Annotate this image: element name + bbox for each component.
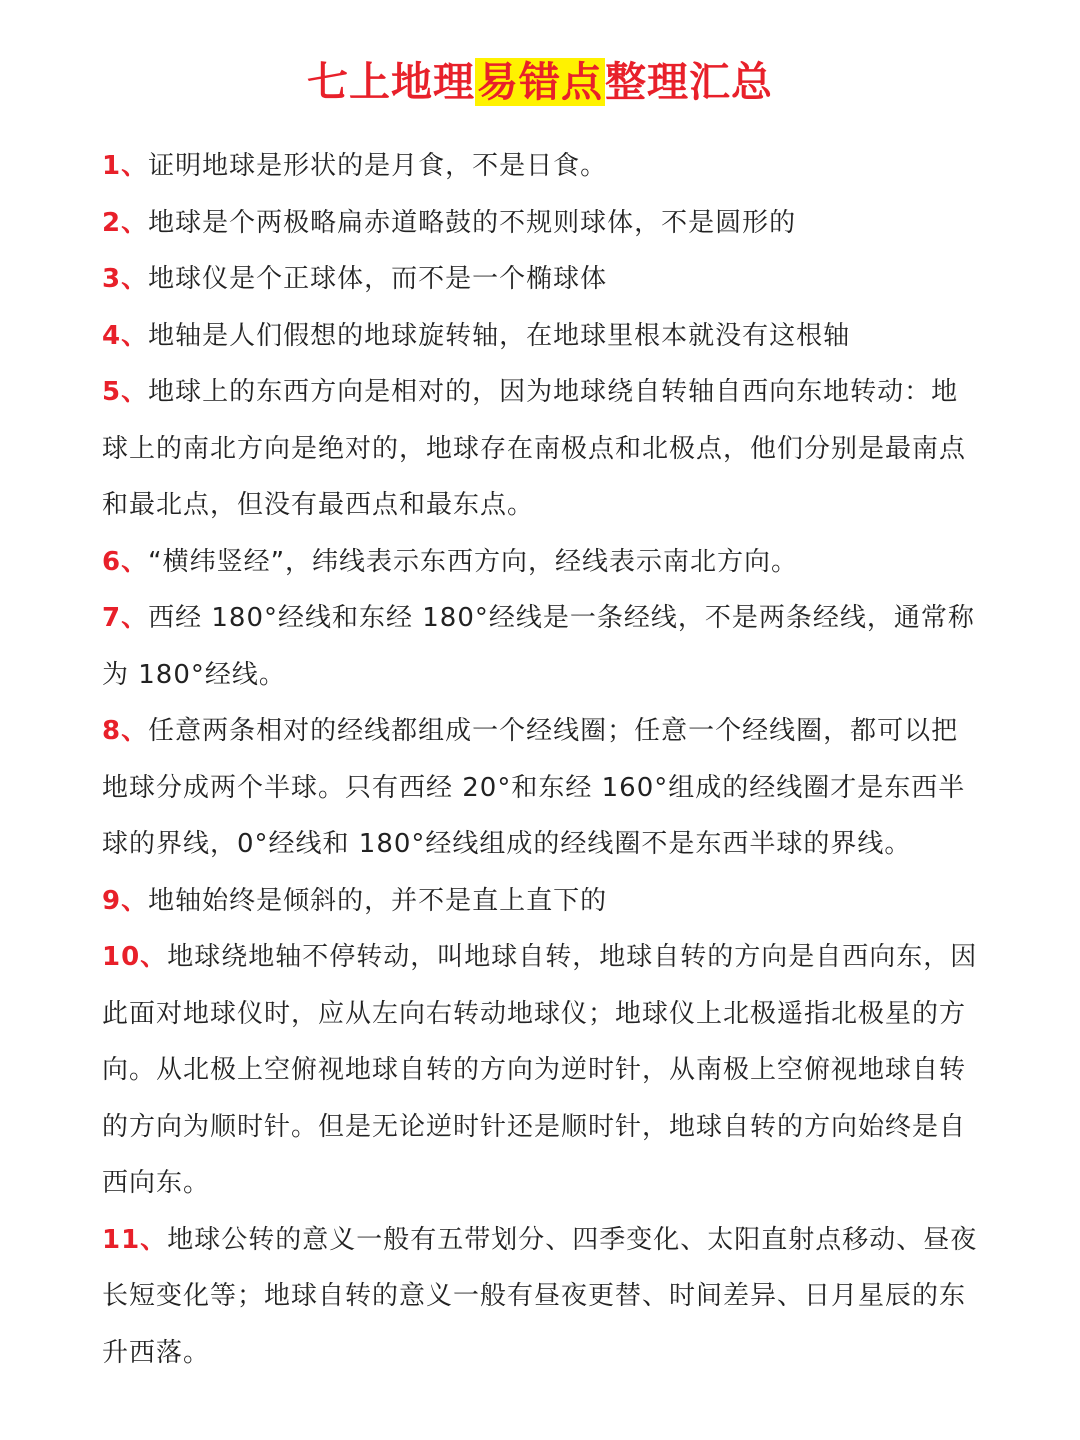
item-text: 地轴始终是倾斜的，并不是直上直下的 — [148, 885, 608, 916]
item-number: 3、 — [102, 264, 149, 294]
list-item — [102, 138, 980, 195]
item-text: 任意两条相对的经线都组成一个经线圈；任意一个经线圈，都可以把地球分成两个半球。只有西经 20°和东经 160°组成的经线圈才是东西半球的界线，0°经线和 180°经线组成的经线圈不是东西半球的界线。 — [102, 716, 966, 859]
item-text: 西经 180°经线和东经 180°经线是一条经线，不是两条经线，通常称为 180°经线。 — [102, 603, 975, 690]
item-number: 6、 — [102, 546, 149, 577]
item-text: 地轴是人们假想的地球旋转轴，在地球里根本就没有这根轴 — [148, 320, 851, 351]
list-item — [102, 534, 980, 591]
title-prefix: 七上地理 — [307, 58, 475, 106]
title-suffix: 整理汇总 — [605, 58, 773, 106]
list-item — [102, 590, 980, 703]
item-text: 地球仪是个正球体，而不是一个椭球体 — [148, 264, 608, 294]
item-text: 地球公转的意义一般有五带划分、四季变化、太阳直射点移动、昼夜长短变化等；地球自转的意义一般有昼夜更替、时间差异、日月星辰的东升西落。 — [102, 1224, 978, 1368]
item-text: 地球绕地轴不停转动，叫地球自转，地球自转的方向是自西向东，因此面对地球仪时，应从左向右转动地球仪；地球仪上北极遥指北极星的方向。从北极上空俯视地球自转的方向为逆时针，从南极上空俯视地球自转的方向为顺时针。但是无论逆时针还是顺时针，地球自转的方向始终是自西向东。 — [102, 942, 978, 1198]
item-text: 地球上的东西方向是相对的，因为地球绕自转轴自西向东地转动：地球上的南北方向是绝对的，地球存在南极点和北极点，他们分别是最南点和最北点，但没有最西点和最东点。 — [102, 377, 967, 520]
list-item — [102, 703, 980, 873]
item-number: 7、 — [102, 603, 149, 633]
error-points-list — [102, 138, 980, 1381]
list-item — [102, 873, 980, 930]
title-highlight: 易错点 — [477, 58, 603, 106]
item-text: 地球是个两极略扁赤道略鼓的不规则球体，不是圆形的 — [148, 207, 797, 238]
item-text: 证明地球是形状的是月食，不是日食。 — [148, 151, 608, 181]
item-number: 9、 — [102, 885, 149, 916]
list-item — [102, 251, 980, 308]
page-title — [0, 52, 1080, 112]
item-number: 8、 — [102, 716, 149, 746]
list-item — [102, 364, 980, 534]
item-number: 2、 — [102, 207, 149, 238]
item-number: 1、 — [102, 151, 149, 181]
item-number: 5、 — [102, 377, 149, 407]
item-text: “横纬竖经”，纬线表示东西方向，经线表示南北方向。 — [148, 546, 799, 577]
list-item — [102, 929, 980, 1212]
list-item — [102, 195, 980, 252]
item-number: 4、 — [102, 320, 149, 351]
list-item — [102, 308, 980, 365]
item-number: 11、 — [102, 1224, 168, 1255]
item-number: 10、 — [102, 942, 168, 972]
list-item — [102, 1212, 980, 1382]
